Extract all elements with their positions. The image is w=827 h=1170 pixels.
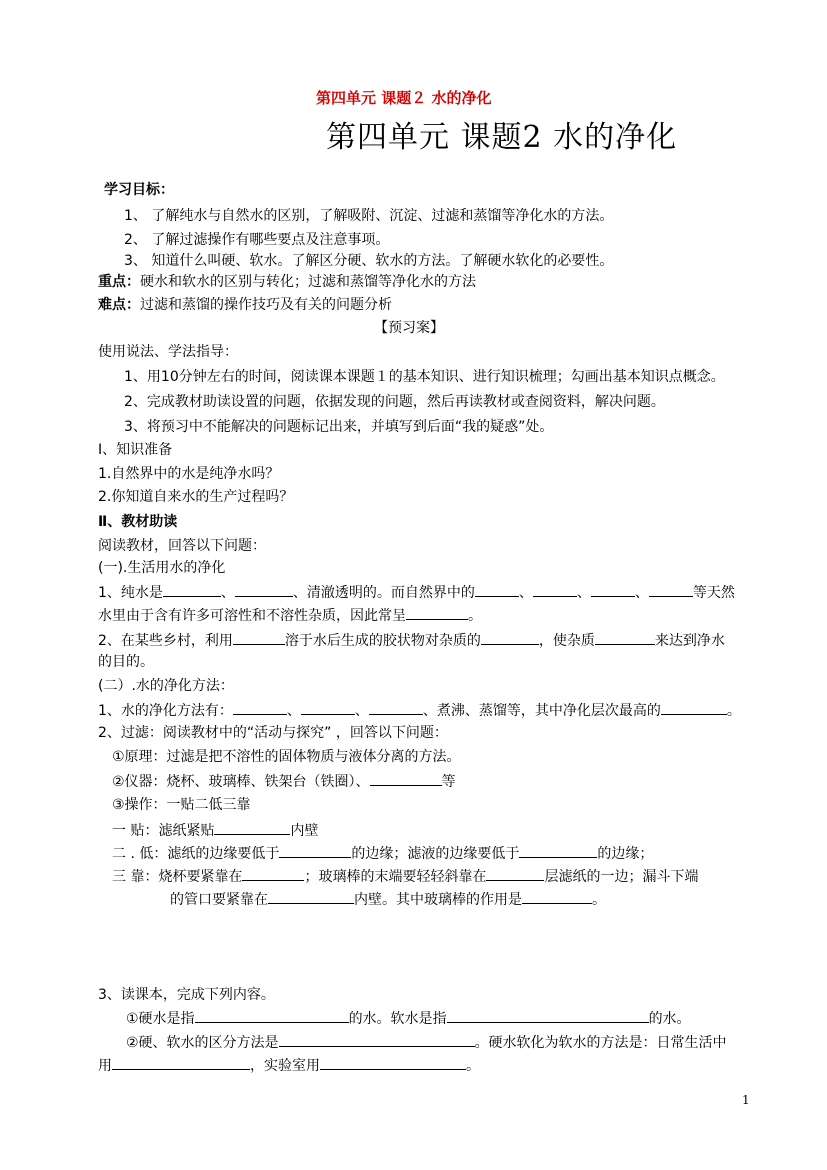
text: 等 [441, 774, 456, 790]
text: 的边缘； [597, 846, 654, 862]
fill-line: ①原理：过滤是把不溶性的固体物质与液体分离的方法。 [112, 749, 461, 765]
text: 、 [634, 585, 649, 601]
text: 。 [592, 892, 606, 908]
text: 用 [98, 1058, 112, 1074]
text: ；玻璃棒的末端要轻轻斜靠在 [304, 869, 487, 885]
blank[interactable] [522, 889, 592, 904]
text: 的水。 [648, 1011, 691, 1027]
fill-line [98, 605, 482, 626]
difficulty-point [98, 295, 392, 315]
text: 等天然 [692, 585, 735, 601]
blank[interactable] [533, 582, 577, 597]
text: 。 [466, 1058, 480, 1074]
blank[interactable] [661, 700, 727, 715]
blank[interactable] [233, 700, 287, 715]
guide-title: 使用说法、学法指导： [98, 344, 238, 360]
blank[interactable] [486, 866, 544, 881]
fill-line [112, 866, 698, 887]
blank[interactable] [233, 630, 285, 645]
text: 内壁 [290, 823, 319, 839]
text: ②硬、软水的区分方法是 [126, 1035, 279, 1051]
fill-line [170, 889, 606, 910]
page-title: 第四单元 课题2 水的净化 [326, 120, 678, 155]
text: 水里由于含有许多可溶性和不溶性杂质，因此常呈 [98, 608, 406, 624]
difficulty-text: 过滤和蒸馏的操作技巧及有关的问题分析 [140, 297, 392, 313]
blank[interactable] [242, 866, 304, 881]
text: 、煮沸、蒸馏等，其中净化层次最高的 [422, 703, 661, 719]
text: 层滤纸的一边；漏斗下端 [544, 869, 699, 885]
part1-heading: Ⅰ、知识准备 [98, 442, 173, 458]
text: ②仪器：烧杯、玻璃棒、铁架台（铁圈）、 [112, 774, 370, 790]
fill-line [98, 700, 741, 721]
blank[interactable] [112, 1055, 250, 1070]
fill-line: ③操作：一贴二低三靠 [112, 797, 251, 813]
blank[interactable] [406, 605, 468, 620]
text: 、 [220, 585, 235, 601]
text: 、 [354, 703, 369, 719]
text: ，实验室用 [250, 1058, 320, 1074]
text: ①硬水是指 [126, 1011, 195, 1027]
blank[interactable] [370, 771, 442, 786]
fill-line [112, 843, 653, 864]
part2-intro: 阅读教材，回答以下问题： [98, 538, 266, 554]
objective-item: 3、 知道什么叫硬、软水。了解区分硬、软水的方法。了解硬水软化的必要性。 [124, 253, 614, 269]
fill-line: 3、读课本，完成下列内容。 [98, 987, 275, 1003]
blank[interactable] [268, 889, 354, 904]
text: 1、水的净化方法有： [98, 703, 233, 719]
section-title: (二）.水的净化方法： [98, 678, 234, 694]
fill-line [98, 582, 735, 603]
objective-item: 1、 了解纯水与自然水的区别，了解吸附、沉淀、过滤和蒸馏等净化水的方法。 [124, 208, 614, 224]
blank[interactable] [481, 630, 539, 645]
blank[interactable] [279, 1032, 475, 1047]
blank[interactable] [163, 582, 221, 597]
key-point [98, 272, 476, 292]
guide-item: 2、完成教材助读设置的问题，依据发现的问题，然后再读教材或查阅资料，解决问题。 [124, 394, 665, 410]
fill-line [126, 1008, 691, 1029]
label: 二 . 低： [112, 846, 168, 862]
fill-line [98, 630, 725, 651]
fill-line [112, 820, 318, 841]
page-number: 1 [742, 1093, 750, 1107]
text: 内壁。其中玻璃棒的作用是 [354, 892, 522, 908]
label: 一 贴： [112, 823, 159, 839]
guide-item: 3、将预习中不能解决的问题标记出来，并填写到后面“我的疑惑”处。 [124, 419, 554, 435]
blank[interactable] [595, 630, 655, 645]
text: 2、在某些乡村，利用 [98, 633, 233, 649]
question: 2.你知道自来水的生产过程吗？ [98, 489, 294, 505]
blank[interactable] [649, 582, 693, 597]
text: 。 [468, 608, 482, 624]
key-label: 重点： [98, 274, 140, 290]
fill-line: 的目的。 [98, 654, 154, 670]
text: 的管口要紧靠在 [170, 892, 268, 908]
blank[interactable] [591, 582, 635, 597]
fill-line [126, 1032, 727, 1053]
text: 。硬水软化为软水的方法是：日常生活中 [474, 1035, 727, 1051]
difficulty-label: 难点： [98, 297, 140, 313]
text: 的水。软水是指 [348, 1011, 447, 1027]
preview-heading: 【预习案】 [374, 320, 444, 336]
blank[interactable] [214, 820, 290, 835]
text: ，使杂质 [538, 633, 595, 649]
red-title: 第四单元 课题２ 水的净化 [316, 89, 492, 107]
objective-item: 2、 了解过滤操作有哪些要点及注意事项。 [124, 232, 390, 248]
text: 1、纯水是 [98, 585, 163, 601]
fill-line: 2、过滤：阅读教材中的“活动与探究” ，回答以下问题： [98, 725, 448, 741]
question: 1.自然界中的水是纯净水吗？ [98, 466, 280, 482]
text: 烧杯要紧靠在 [158, 869, 243, 885]
text: 、 [518, 585, 533, 601]
guide-item: 1、用10分钟左右的时间，阅读课本课题１的基本知识、进行知识梳理；勾画出基本知识点概念。 [124, 369, 725, 385]
fill-line [112, 771, 456, 792]
blank[interactable] [279, 843, 351, 858]
blank[interactable] [195, 1008, 349, 1023]
part2-heading: Ⅱ、教材助读 [98, 514, 178, 530]
label: 三 靠： [112, 869, 159, 885]
blank[interactable] [235, 582, 293, 597]
text: 溶于水后生成的胶状物对杂质的 [284, 633, 481, 649]
blank[interactable] [475, 582, 519, 597]
text: 来达到净水 [654, 633, 725, 649]
text: 、清澈透明的。而自然界中的 [292, 585, 475, 601]
blank[interactable] [320, 1055, 466, 1070]
text: 、 [286, 703, 301, 719]
text: 的边缘；滤液的边缘要低于 [351, 846, 520, 862]
section-title: (一).生活用水的净化 [98, 560, 226, 576]
text: 、 [576, 585, 591, 601]
text: 滤纸紧贴 [158, 823, 215, 839]
text: 滤纸的边缘要低于 [167, 846, 280, 862]
blank[interactable] [369, 700, 423, 715]
key-text: 硬水和软水的区别与转化；过滤和蒸馏等净化水的方法 [140, 274, 476, 290]
blank[interactable] [301, 700, 355, 715]
objectives-heading: 学习目标： [104, 182, 174, 198]
blank[interactable] [447, 1008, 649, 1023]
text: 。 [726, 703, 741, 719]
blank[interactable] [519, 843, 597, 858]
fill-line [98, 1055, 480, 1076]
